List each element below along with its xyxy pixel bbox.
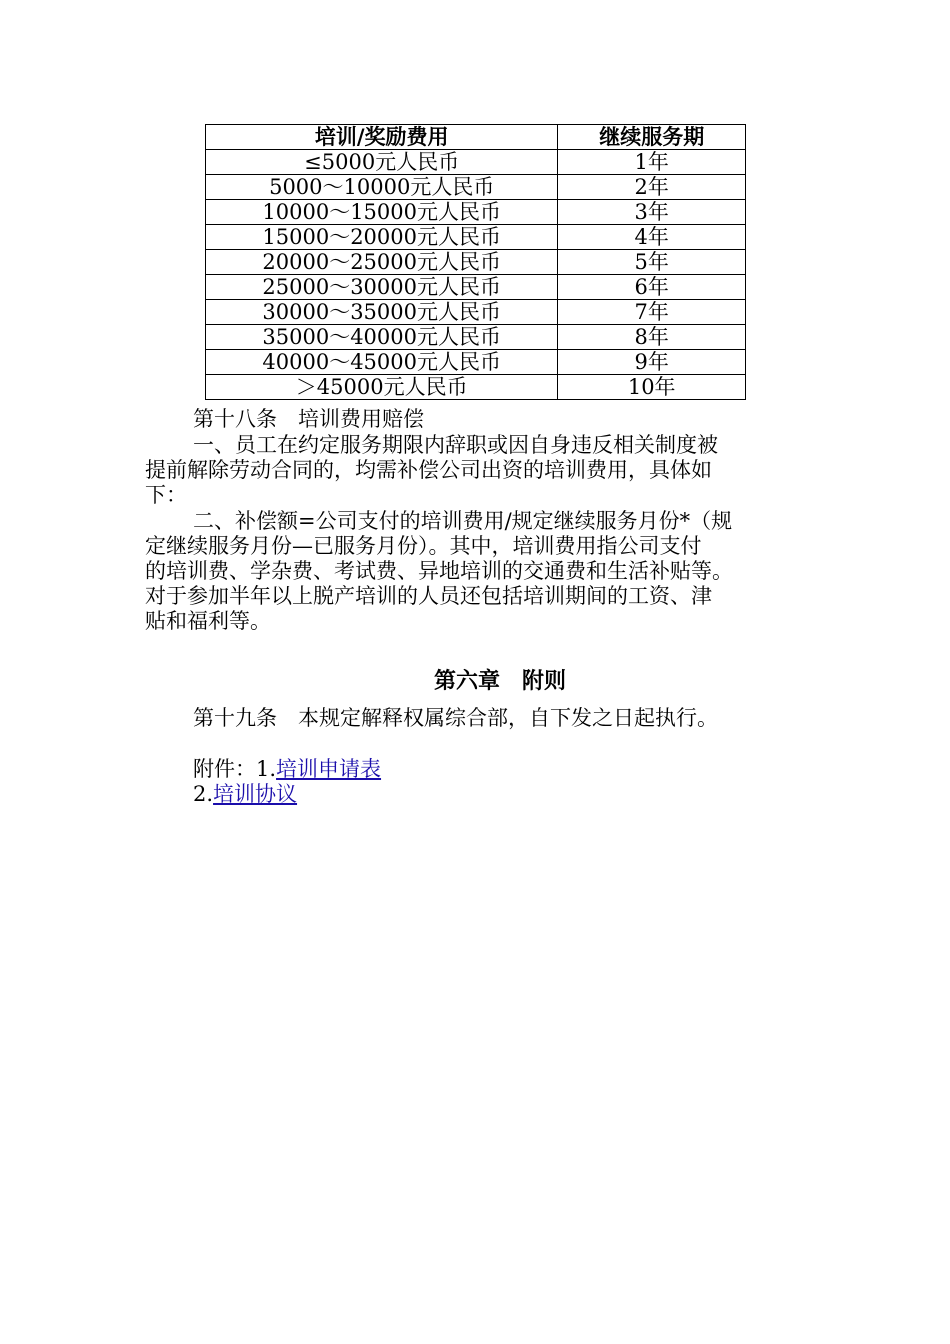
term-cell: 9年 [558, 350, 746, 375]
term-cell: 6年 [558, 275, 746, 300]
term-cell: 5年 [558, 250, 746, 275]
article-18-para1-line2: 提前解除劳动合同的，均需补偿公司出资的培训费用，具体如 [145, 458, 712, 482]
article-18-para2-line5: 贴和福利等。 [145, 609, 271, 633]
column-header-fee: 培训/奖励费用 [206, 125, 558, 150]
fee-cell: 30000～35000元人民币 [206, 300, 558, 325]
fee-service-table [205, 124, 746, 400]
attachments-prefix: 附件：1. [193, 757, 277, 781]
table-row [206, 300, 746, 325]
column-header-service-period: 继续服务期 [558, 125, 746, 150]
article-18-para1-line3: 下： [145, 483, 187, 507]
table-row [206, 250, 746, 275]
term-cell: 2年 [558, 175, 746, 200]
table-row [206, 325, 746, 350]
table-row [206, 350, 746, 375]
chapter-6-heading: 第六章 附则 [433, 669, 566, 694]
table-header-row [206, 125, 746, 150]
term-cell: 4年 [558, 225, 746, 250]
table-row [206, 150, 746, 175]
term-cell: 8年 [558, 325, 746, 350]
fee-cell: 20000～25000元人民币 [206, 250, 558, 275]
fee-cell: ＞45000元人民币 [206, 375, 558, 400]
term-cell: 7年 [558, 300, 746, 325]
article-18-title: 第十八条 培训费用赔偿 [193, 407, 424, 431]
table-row [206, 225, 746, 250]
article-18-para1-line1: 一、员工在约定服务期限内辞职或因自身违反相关制度被 [193, 433, 718, 457]
fee-cell: 15000～20000元人民币 [206, 225, 558, 250]
fee-cell: 35000～40000元人民币 [206, 325, 558, 350]
article-18-para2-line1: 二、补偿额=公司支付的培训费用/规定继续服务月份*（规 [193, 509, 733, 533]
article-19: 第十九条 本规定解释权属综合部，自下发之日起执行。 [193, 706, 718, 730]
fee-cell: 40000～45000元人民币 [206, 350, 558, 375]
fee-cell: 25000～30000元人民币 [206, 275, 558, 300]
training-agreement-link[interactable]: 培训协议 [213, 782, 298, 806]
attachments-line-1 [193, 757, 858, 782]
attachments-prefix-2: 2. [193, 782, 214, 806]
table-row [206, 200, 746, 225]
article-18-para2-line2: 定继续服务月份—已服务月份）。其中，培训费用指公司支付 [145, 534, 702, 558]
fee-cell: 10000～15000元人民币 [206, 200, 558, 225]
table-row [206, 175, 746, 200]
table-row [206, 275, 746, 300]
attachments-line-2 [193, 782, 858, 807]
fee-cell: 5000～10000元人民币 [206, 175, 558, 200]
term-cell: 3年 [558, 200, 746, 225]
article-18-para2-line4: 对于参加半年以上脱产培训的人员还包括培训期间的工资、津 [145, 584, 712, 608]
article-18-para2-line3: 的培训费、学杂费、考试费、异地培训的交通费和生活补贴等。 [145, 559, 733, 583]
training-application-form-link[interactable]: 培训申请表 [276, 757, 382, 781]
table-row [206, 375, 746, 400]
term-cell: 1年 [558, 150, 746, 175]
term-cell: 10年 [558, 375, 746, 400]
fee-cell: ≤5000元人民币 [206, 150, 558, 175]
